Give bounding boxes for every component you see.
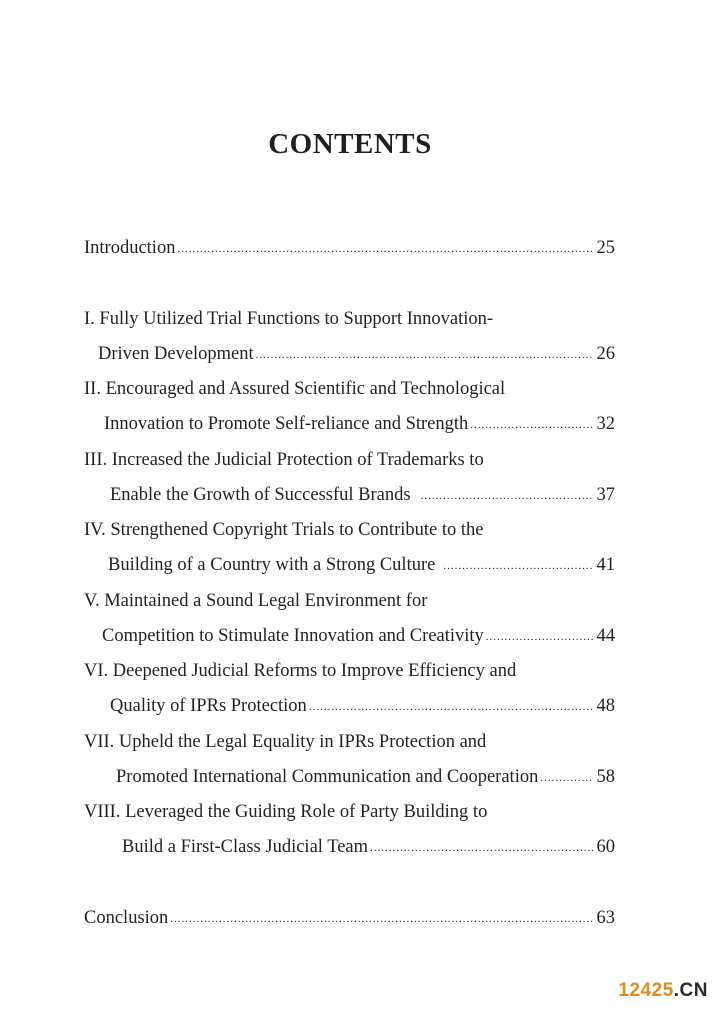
dot-leader <box>470 413 592 437</box>
dot-leader <box>256 343 593 367</box>
toc-entry-label: Driven Development <box>98 344 254 364</box>
toc-entry-2-line2[interactable] <box>104 412 615 436</box>
toc-page-number: 26 <box>596 344 615 364</box>
toc-page-number: 41 <box>596 555 615 575</box>
dot-leader <box>443 554 592 578</box>
toc-entry-introduction[interactable] <box>84 236 615 260</box>
site-watermark <box>618 980 708 1002</box>
page-title: CONTENTS <box>268 128 432 160</box>
toc-entry-4-line2[interactable] <box>108 553 615 577</box>
toc-entry-label: Competition to Stimulate Innovation and Creativity <box>102 626 484 646</box>
toc-entry-3-line1[interactable]: III. Increased the Judicial Protection of Trademarks to <box>84 450 484 470</box>
watermark-number: 12425 <box>618 980 674 1001</box>
toc-entry-6-line2[interactable] <box>110 694 615 718</box>
toc-entry-5-line2[interactable] <box>102 624 615 648</box>
toc-entry-1-line1[interactable]: I. Fully Utilized Trial Functions to Support Innovation- <box>84 309 494 329</box>
toc-entry-label: Conclusion <box>84 908 169 928</box>
toc-entry-label: Enable the Growth of Successful Brands <box>110 485 411 505</box>
toc-entry-label: Innovation to Promote Self-reliance and Strength <box>104 414 469 434</box>
toc-entry-conclusion[interactable] <box>84 906 615 930</box>
toc-entry-7-line1[interactable]: VII. Upheld the Legal Equality in IPRs Protection and <box>84 732 487 752</box>
toc-entry-4-line1[interactable]: IV. Strengthened Copyright Trials to Contribute to the <box>84 520 484 540</box>
toc-entry-3-line2[interactable] <box>110 483 615 507</box>
toc-page-number: 44 <box>596 626 615 646</box>
watermark-domain: .CN <box>673 980 708 1001</box>
toc-page-number: 60 <box>596 837 615 857</box>
toc-page-number: 37 <box>596 485 615 505</box>
toc-entry-label: Quality of IPRs Protection <box>110 696 307 716</box>
toc-page-number: 58 <box>596 767 615 787</box>
toc-entry-label: Building of a Country with a Strong Culture <box>108 555 436 575</box>
toc-entry-2-line1[interactable]: II. Encouraged and Assured Scientific and Technological <box>84 379 506 399</box>
toc-entry-1-line2[interactable] <box>98 342 615 366</box>
toc-entry-6-line1[interactable]: VI. Deepened Judicial Reforms to Improve Efficiency and <box>84 661 517 681</box>
toc-page-number: 32 <box>596 414 615 434</box>
toc-entry-label: Build a First-Class Judicial Team <box>122 837 369 857</box>
dot-leader <box>540 766 592 790</box>
toc-page-number: 25 <box>596 238 615 258</box>
dot-leader <box>170 907 592 931</box>
toc-entry-8-line1[interactable]: VIII. Leveraged the Guiding Role of Party Building to <box>84 802 488 822</box>
dot-leader <box>421 484 593 508</box>
toc-entry-label: Promoted International Communication and Cooperation <box>116 767 539 787</box>
dot-leader <box>370 836 592 860</box>
toc-entry-5-line1[interactable]: V. Maintained a Sound Legal Environment for <box>84 591 428 611</box>
dot-leader <box>486 625 593 649</box>
dot-leader <box>177 237 592 261</box>
toc-entry-8-line2[interactable] <box>122 835 615 859</box>
toc-entry-label: Introduction <box>84 238 176 258</box>
toc-page-number: 63 <box>596 908 615 928</box>
toc-entry-7-line2[interactable] <box>116 765 615 789</box>
dot-leader <box>309 695 593 719</box>
toc-page-number: 48 <box>596 696 615 716</box>
